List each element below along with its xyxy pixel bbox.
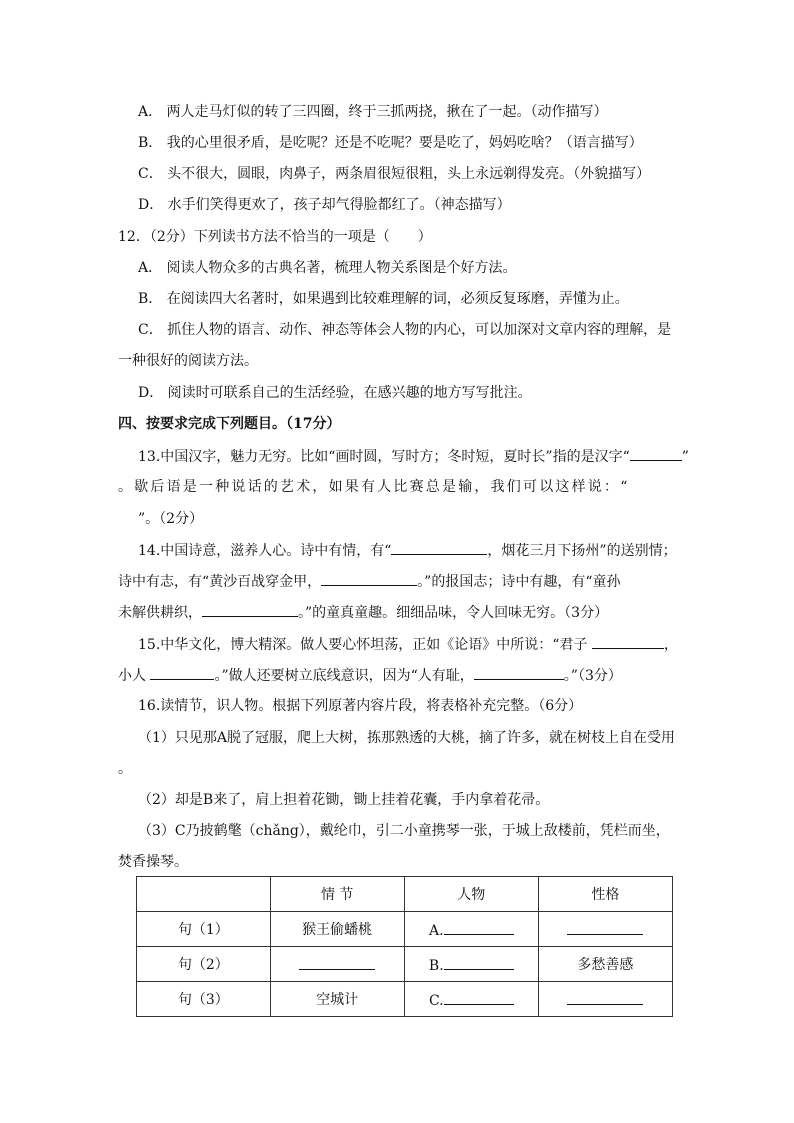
person-prefix: A. bbox=[429, 922, 444, 939]
q15-blank-3[interactable] bbox=[474, 665, 564, 680]
q13-blank-1[interactable] bbox=[630, 446, 682, 461]
q15-text-e: 。”（3分） bbox=[563, 668, 622, 684]
table-header-cell: 性格 bbox=[538, 877, 672, 912]
q15-text-a: 15.中华文化，博大精深。做人要心怀坦荡，正如《论语》中所说：“君子 bbox=[138, 637, 592, 653]
q12-option-c-line2: 一种很好的阅读方法。 bbox=[118, 353, 258, 369]
q14-text-e: 未解供耕织， bbox=[118, 605, 202, 621]
q15-line1 bbox=[138, 634, 678, 655]
q14-text-c: 诗中有志，有“黄沙百战穿金甲， bbox=[118, 574, 322, 590]
person-cell bbox=[404, 912, 538, 947]
q15-text-d: 。”做人还要树立底线意识，因为“人有耻， bbox=[214, 668, 474, 684]
q13-text-a: 13.中国汉字，魅力无穷。比如“画时圆，写时方；冬时短，夏时长”指的是汉字“ bbox=[138, 449, 630, 465]
answer-blank[interactable] bbox=[567, 920, 643, 935]
q13-text-b: ” bbox=[681, 449, 689, 465]
q15-blank-2[interactable] bbox=[150, 665, 214, 680]
q14-text-f: 。”的童真童趣。细细品味，令人回味无穷。（3分） bbox=[298, 605, 609, 621]
q14-blank-2[interactable] bbox=[321, 571, 417, 586]
q14-blank-1[interactable] bbox=[391, 540, 487, 555]
q11-option-b: B． 我的心里很矛盾，是吃呢？还是不吃呢？要是吃了，妈妈吃啥？（语言描写） bbox=[138, 135, 643, 151]
section-heading: 四、按要求完成下列题目。（17分） bbox=[118, 416, 341, 432]
q12-option-d: D． 阅读时可联系自己的生活经验，在感兴趣的地方写写批注。 bbox=[138, 385, 532, 401]
table-row bbox=[137, 947, 673, 982]
q14-text-b: ，烟花三月下扬州”的送别情； bbox=[487, 543, 677, 559]
plot-cell bbox=[270, 947, 404, 982]
q12-option-b: B． 在阅读四大名著时，如果遇到比较难理解的词，必须反复琢磨，弄懂为止。 bbox=[138, 291, 629, 307]
q16-stem: 16.读情节，识人物。根据下列原著内容片段，将表格补充完整。（6分） bbox=[138, 698, 583, 714]
table-header-row bbox=[137, 877, 673, 912]
q13-line2: 。歇后语是一种说话的艺术，如果有人比赛总是输，我们可以这样说：“ bbox=[118, 479, 630, 495]
q15-text-c: 小人 bbox=[118, 668, 151, 684]
q14-line1 bbox=[138, 540, 677, 561]
q15-text-b: ， bbox=[663, 637, 678, 653]
person-prefix: B. bbox=[428, 957, 444, 974]
q11-option-c: C． 头不很大，圆眼，肉鼻子，两条眉很短很粗，头上永远剃得发亮。（外貌描写） bbox=[138, 166, 651, 182]
row-label: 句（2） bbox=[137, 947, 271, 982]
person-prefix: C. bbox=[428, 992, 444, 1009]
trait-cell: 多愁善感 bbox=[538, 947, 672, 982]
q14-line2 bbox=[118, 571, 621, 592]
table-header-cell: 人物 bbox=[404, 877, 538, 912]
answer-blank[interactable] bbox=[444, 920, 514, 935]
q12-option-c-line1: C． 抓住人物的语言、动作、神态等体会人物的内心，可以加深对文章内容的理解，是 bbox=[138, 322, 672, 338]
trait-cell bbox=[538, 982, 672, 1017]
q16-passage-3: （3）C乃披鹤氅（chǎng），戴纶巾，引二小童携琴一张，于城上敌楼前，凭栏而坐， bbox=[138, 823, 670, 839]
q14-blank-3[interactable] bbox=[202, 602, 298, 617]
q16-passage-1: （1）只见那A脱了冠服，爬上大树，拣那熟透的大桃，摘了许多，就在树枝上自在受用 bbox=[138, 730, 676, 746]
q13-line3: ”。（2分） bbox=[138, 511, 204, 527]
person-cell bbox=[404, 982, 538, 1017]
person-cell bbox=[404, 947, 538, 982]
q12-stem: 12．（2分）下列读书方法不恰当的一项是（ ） bbox=[118, 229, 432, 245]
row-label: 句（3） bbox=[137, 982, 271, 1017]
table-row bbox=[137, 982, 673, 1017]
table-header-cell: 情 节 bbox=[270, 877, 404, 912]
q16-passage-2: （2）却是B来了，肩上担着花锄，锄上挂着花囊，手内拿着花帚。 bbox=[138, 792, 550, 808]
answer-blank[interactable] bbox=[444, 955, 514, 970]
table-header-cell bbox=[137, 877, 271, 912]
row-label: 句（1） bbox=[137, 912, 271, 947]
trait-cell bbox=[538, 912, 672, 947]
q11-option-a: A． 两人走马灯似的转了三四圈，终于三抓两挠，揪在了一起。（动作描写） bbox=[138, 104, 608, 120]
q15-blank-1[interactable] bbox=[592, 634, 664, 649]
plot-cell: 猴王偷蟠桃 bbox=[270, 912, 404, 947]
table-row bbox=[137, 912, 673, 947]
q14-text-d: 。”的报国志；诗中有趣，有“童孙 bbox=[417, 574, 621, 590]
q15-line2 bbox=[118, 665, 622, 686]
plot-cell: 空城计 bbox=[270, 982, 404, 1017]
q16-passage-3-end: 焚香操琴。 bbox=[118, 854, 188, 870]
q14-line3 bbox=[118, 602, 608, 623]
answer-blank[interactable] bbox=[444, 990, 514, 1005]
q12-option-a: A． 阅读人物众多的古典名著，梳理人物关系图是个好方法。 bbox=[138, 260, 517, 276]
q13-line1 bbox=[138, 446, 689, 467]
q14-text-a: 14.中国诗意，滋养人心。诗中有情，有“ bbox=[138, 543, 392, 559]
answer-blank[interactable] bbox=[299, 955, 375, 970]
q11-option-d: D． 水手们笑得更欢了，孩子却气得脸都红了。（神态描写） bbox=[138, 197, 511, 213]
answer-blank[interactable] bbox=[567, 990, 643, 1005]
q16-passage-1-end: 。 bbox=[118, 761, 132, 777]
character-table bbox=[136, 876, 673, 1017]
